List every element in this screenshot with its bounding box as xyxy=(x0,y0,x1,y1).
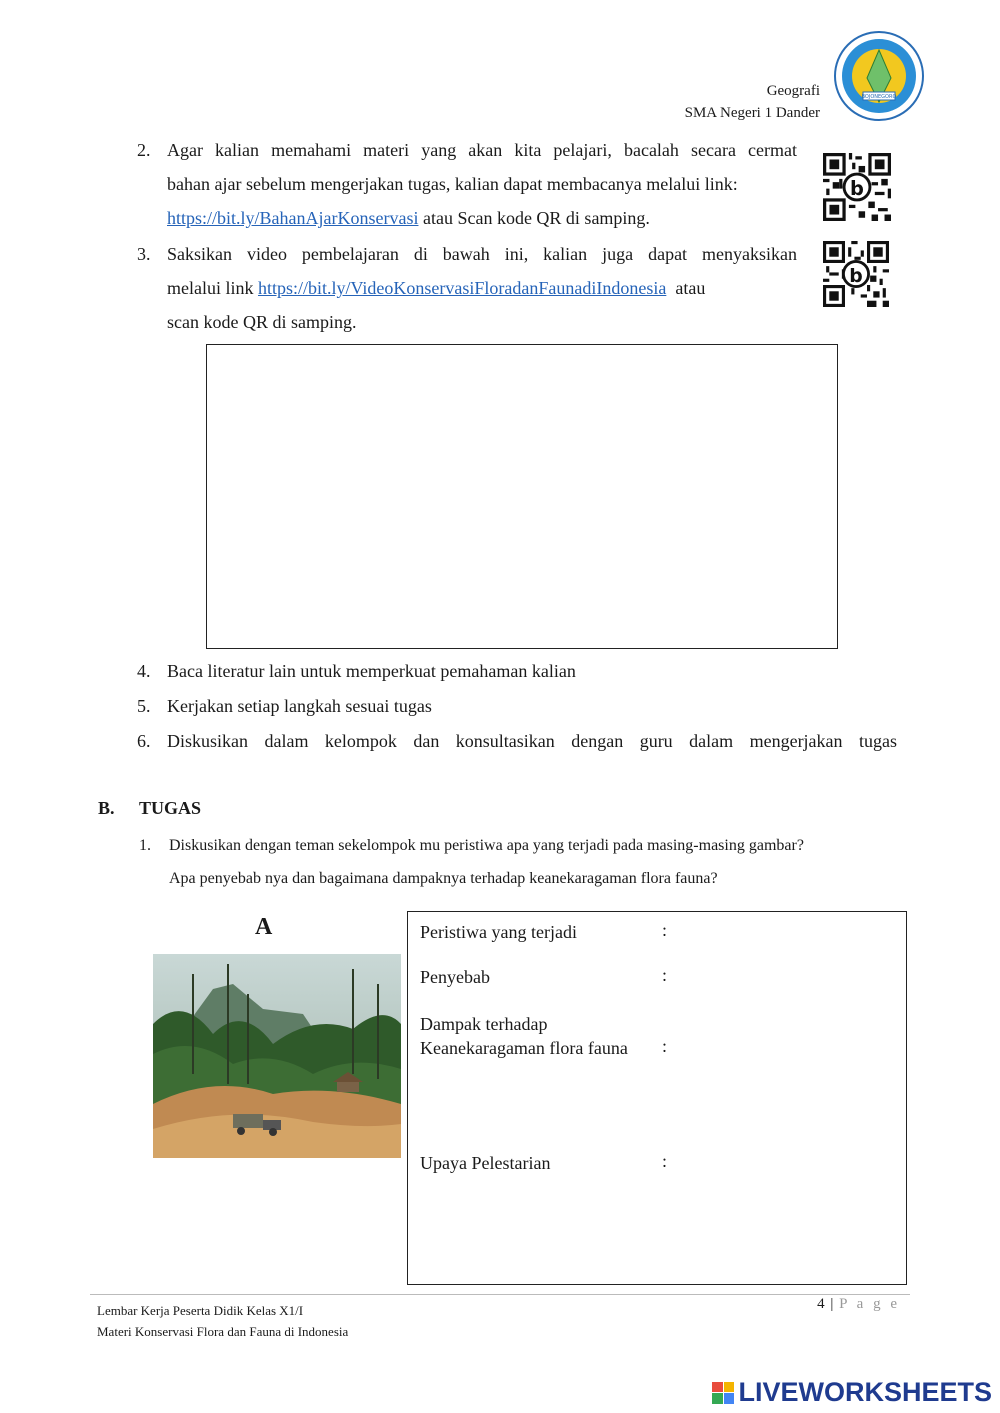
liveworksheets-logo-icon xyxy=(712,1382,734,1404)
instruction-item-5 xyxy=(137,689,432,723)
item-number: 2. xyxy=(137,140,151,160)
footer-line2: Materi Konservasi Flora dan Fauna di Indonesia xyxy=(97,1324,349,1339)
item-2-line1: Agar kalian memahami materi yang akan kita pelajari, bacalah secara cermat xyxy=(167,140,797,160)
section-title: TUGAS xyxy=(139,798,202,818)
video-link[interactable]: https://bit.ly/VideoKonservasiFloradanFaunadiIndonesia xyxy=(257,278,667,298)
video-embed-frame[interactable] xyxy=(206,344,838,649)
section-letter: B. xyxy=(98,798,115,818)
deforestation-photo xyxy=(153,954,401,1158)
item-number: 5. xyxy=(137,696,151,716)
field-cause-label: Penyebab xyxy=(420,967,490,987)
instruction-item-2 xyxy=(137,133,797,235)
task-1-line2: Apa penyebab nya dan bagaimana dampaknya terhadap keanekaragaman flora fauna? xyxy=(169,870,718,887)
school-logo xyxy=(833,30,925,122)
liveworksheets-watermark xyxy=(712,1377,992,1408)
answer-box[interactable] xyxy=(407,911,907,1285)
instruction-item-3 xyxy=(137,237,797,339)
field-cause-colon: : xyxy=(662,965,668,985)
qr-code-video-icon[interactable] xyxy=(823,241,889,307)
page-word: P a g e xyxy=(839,1296,900,1312)
header-text xyxy=(685,80,820,124)
page-number-value: 4 xyxy=(817,1296,826,1312)
field-conservation-colon: : xyxy=(662,1151,668,1171)
item-2-after-link: atau Scan kode QR di samping. xyxy=(418,208,650,228)
item-3-line1: Saksikan video pembelajaran di bawah ini, kalian juga dapat menyaksikan xyxy=(167,244,797,264)
footer-line1: Lembar Kerja Peserta Didik Kelas X1/I xyxy=(97,1303,304,1318)
item-number: 3. xyxy=(137,244,151,264)
page-separator: | xyxy=(825,1296,840,1312)
item-3-before-link: melalui link xyxy=(167,278,258,298)
item-3-line3: scan kode QR di samping. xyxy=(167,312,357,332)
field-event-label: Peristiwa yang terjadi xyxy=(420,922,577,942)
item-number: 6. xyxy=(137,731,151,751)
school-name: SMA Negeri 1 Dander xyxy=(684,105,820,121)
item-3-after-link: atau xyxy=(666,278,706,298)
item-5-text: Kerjakan setiap langkah sesuai tugas xyxy=(167,696,432,716)
page-number xyxy=(817,1296,900,1313)
field-event-colon: : xyxy=(662,920,668,940)
field-impact-line1: Dampak terhadap xyxy=(420,1014,548,1034)
item-2-line2: bahan ajar sebelum mengerjakan tugas, kalian dapat membacanya melalui link: xyxy=(167,174,738,194)
footer-text xyxy=(97,1300,348,1342)
task-1-line1: Diskusikan dengan teman sekelompok mu peristiwa apa yang terjadi pada masing-masing gambar? xyxy=(169,837,804,854)
field-impact-label xyxy=(420,1012,628,1060)
instruction-item-4 xyxy=(137,654,576,688)
section-b-heading xyxy=(98,798,201,819)
task-1 xyxy=(139,829,804,895)
item-6-text: Diskusikan dalam kelompok dan konsultasikan dengan guru dalam mengerjakan tugas xyxy=(167,731,897,751)
bahan-ajar-link[interactable]: https://bit.ly/BahanAjarKonservasi xyxy=(167,208,419,228)
logo-caption: BOJONEGORO xyxy=(861,94,897,100)
watermark-text: LIVEWORKSHEETS xyxy=(738,1377,992,1407)
field-impact-colon: : xyxy=(662,1036,668,1056)
item-number: 4. xyxy=(137,661,151,681)
field-impact-line2: Keanekaragaman flora fauna xyxy=(420,1038,628,1058)
svg-text:b: b xyxy=(849,265,863,287)
image-label-a: A xyxy=(255,914,273,940)
svg-text:b: b xyxy=(850,177,864,201)
qr-code-bahan-ajar-icon[interactable] xyxy=(823,153,891,221)
subject-label: Geografi xyxy=(766,83,820,99)
task-number: 1. xyxy=(139,837,151,854)
item-4-text: Baca literatur lain untuk memperkuat pemahaman kalian xyxy=(167,661,576,681)
instruction-item-6 xyxy=(137,724,897,758)
footer-divider xyxy=(90,1294,910,1295)
field-conservation-label: Upaya Pelestarian xyxy=(420,1153,551,1173)
